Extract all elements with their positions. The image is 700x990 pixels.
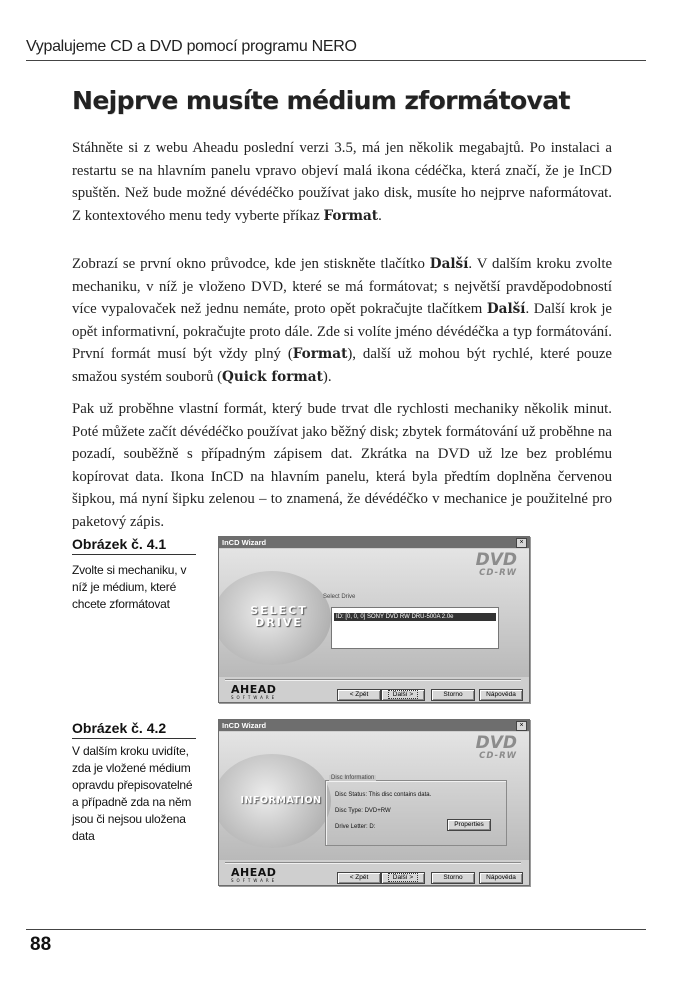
figure-2-screenshot: [218, 719, 530, 886]
paragraph-3: Pak už proběhne vlastní formát, který bude trvat dle rychlosti mechaniky několik minut. Poté můžete začít dévédéčko používat jako běžný disk; zbytek formátování už proběhne na pozadí, souběžně s případným zápisem dat. Zkrátka na DVD už lze bez problému kopírovat data. Ikona InCD na hlavním panelu, která byla předtím doplněna červenou šipkou, má nyní šipku zelenou – to znamená, že dévédéčko v mechanice je použitelné pro paketový zápis.: [72, 401, 612, 530]
drive-letter: Drive Letter: D:: [335, 824, 376, 830]
next-button[interactable]: Další >: [381, 872, 425, 884]
footer-rule: [26, 929, 646, 930]
paragraph-1: Stáhněte si z webu Aheadu poslední verzi 3.5, má jen několik megabajtů. Po instalaci a restartu se na hlavním panelu vpravo objeví malá ikona cédéčka, která značí, že je InCD spuštěn. Než bude možné dévédéčko používat jako disk, musíte ho nejprve naformátovat. Z kontextového menu tedy vyberte příkaz Format.: [72, 140, 612, 224]
disc-type: Disc Type: DVD+RW: [335, 808, 391, 814]
window-titlebar: [219, 720, 529, 731]
figure-2-label: Obrázek č. 4.2: [72, 720, 196, 739]
emphasis-dalsi-2: Další: [486, 301, 526, 317]
dvd-logo: DVD CD-RW: [475, 733, 517, 761]
figure-1-label: Obrázek č. 4.1: [72, 536, 196, 555]
cancel-button[interactable]: Storno: [431, 872, 475, 884]
divider: [225, 862, 521, 864]
next-button[interactable]: Další >: [381, 689, 425, 701]
back-button[interactable]: < Zpět: [337, 689, 381, 701]
wizard-body: [219, 549, 529, 702]
disc-info-title: Disc Information: [331, 775, 375, 781]
select-drive-label: Select Drive: [323, 594, 356, 600]
window-title: InCD Wizard: [222, 538, 267, 547]
close-icon[interactable]: ×: [516, 538, 527, 548]
figure-1-screenshot: [218, 536, 530, 703]
dvd-logo: DVD CD-RW: [475, 550, 517, 578]
list-item[interactable]: ID: [0, 0, 0] SONY DVD RW DRU-500A 2.0e: [334, 613, 496, 621]
divider: [225, 679, 521, 681]
properties-button[interactable]: Properties: [447, 819, 491, 831]
emphasis-format: Format: [323, 207, 379, 224]
ahead-logo: AHEAD SOFTWARE: [231, 683, 278, 700]
help-button[interactable]: Nápověda: [479, 689, 523, 701]
window-titlebar: [219, 537, 529, 548]
emphasis-format-2: Format: [292, 346, 348, 362]
wizard-body: [219, 732, 529, 885]
step-label: SELECT DRIVE: [250, 604, 308, 629]
disc-status: Disc Status: This disc contains data.: [335, 792, 432, 798]
section-title: Nejprve musíte médium zformátovat: [72, 86, 570, 115]
window-title: InCD Wizard: [222, 721, 267, 730]
emphasis-quick-format: Quick format: [222, 368, 323, 385]
back-button[interactable]: < Zpět: [337, 872, 381, 884]
figure-2-caption: V dalším kroku uvidíte, zda je vložené médium opravdu přepisovatelné a případně zda na něm jsou či nejsou uložena data: [72, 744, 193, 843]
close-icon[interactable]: ×: [516, 721, 527, 731]
page-number: 88: [30, 934, 52, 955]
emphasis-dalsi: Další: [429, 256, 469, 272]
help-button[interactable]: Nápověda: [479, 872, 523, 884]
step-label: INFORMATION: [240, 795, 322, 806]
figure-1-caption: Zvolte si mechaniku, v níž je médium, které chcete zformátovat: [72, 563, 187, 611]
running-head: Vypalujeme CD a DVD pomocí programu NERO: [26, 38, 357, 55]
ahead-logo: AHEAD SOFTWARE: [231, 866, 278, 883]
paragraph-2: Zobrazí se první okno průvodce, kde jen stiskněte tlačítko Další. V dalším kroku zvolte mechaniku, v níž je vloženo DVD, které se má formátovat; s největší pravděpodobností více vypalovaček než jednu nemáte, proto opět pokračujte tlačítkem Další. Další krok je opět informativní, pokračujte proto dále. Zde si volíte jméno dévédéčka a typ formátování. První formát musí být vždy plný (Format), další už mohou být rychlé, které pouze smažou systém souborů (Quick format).: [72, 256, 613, 385]
drive-list[interactable]: [331, 607, 499, 649]
header-rule: [26, 60, 646, 61]
cancel-button[interactable]: Storno: [431, 689, 475, 701]
